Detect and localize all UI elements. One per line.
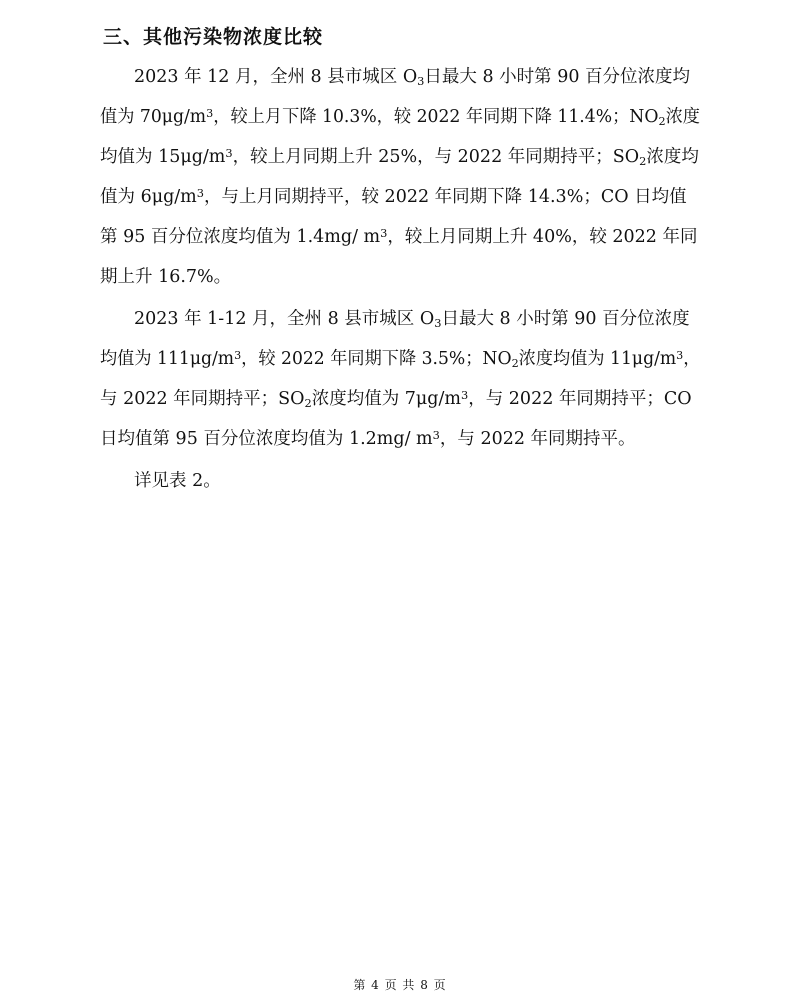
subscript: 3 bbox=[434, 315, 442, 330]
text-run: 详见表 2。 bbox=[134, 471, 221, 491]
subscript: 2 bbox=[639, 153, 647, 168]
paragraph-2-line-3 bbox=[100, 388, 692, 410]
text-run: ，较上月同期上升 40%，较 2022 年同 bbox=[387, 227, 698, 247]
text-run: 日最大 8 小时第 90 百分位浓度均 bbox=[424, 67, 691, 87]
text-run: 值为 70μg/m bbox=[100, 107, 207, 127]
paragraph-2-line-2 bbox=[100, 348, 700, 370]
text-run: ，与上月同期持平，较 2022 年同期下降 14.3%；CO 日均值 bbox=[204, 187, 687, 207]
text-run: 浓度 bbox=[665, 107, 701, 127]
text-run: ，较 2022 年同期下降 3.5%；NO bbox=[241, 349, 512, 369]
subscript: 3 bbox=[417, 73, 425, 88]
text-run: 2023 年 12 月，全州 8 县市城区 O bbox=[134, 67, 418, 87]
text-run: 与 2022 年同期持平；SO bbox=[100, 389, 305, 409]
section-heading: 三、其他污染物浓度比较 bbox=[103, 26, 324, 48]
paragraph-2-line-4 bbox=[100, 428, 636, 450]
text-run: 值为 6μg/m bbox=[100, 187, 197, 207]
text-run: ，较上月同期上升 25%，与 2022 年同期持平；SO bbox=[232, 147, 640, 167]
text-run: 均值为 111μg/m bbox=[100, 349, 235, 369]
text-run: 浓度均值为 11μg/m bbox=[518, 349, 677, 369]
paragraph-1-line-3 bbox=[100, 146, 699, 168]
subscript: 2 bbox=[511, 355, 519, 370]
superscript: 3 bbox=[432, 427, 440, 442]
paragraph-1-line-1 bbox=[134, 66, 690, 88]
text-run: ，较上月下降 10.3%，较 2022 年同期下降 11.4%；NO bbox=[213, 107, 659, 127]
text-run: 2023 年 1-12 月，全州 8 县市城区 O bbox=[134, 309, 435, 329]
text-run: ，与 2022 年同期持平。 bbox=[439, 429, 636, 449]
paragraph-1-line-4 bbox=[100, 186, 687, 208]
superscript: 3 bbox=[234, 347, 242, 362]
superscript: 3 bbox=[461, 387, 469, 402]
page-footer: 第 4 页 共 8 页 bbox=[353, 978, 447, 992]
paragraph-2-line-1 bbox=[134, 308, 690, 330]
text-run: 均值为 15μg/m bbox=[100, 147, 226, 167]
superscript: 3 bbox=[206, 105, 214, 120]
text-run: ， bbox=[683, 349, 701, 369]
subscript: 2 bbox=[658, 113, 666, 128]
superscript: 3 bbox=[676, 347, 684, 362]
superscript: 3 bbox=[196, 185, 204, 200]
text-run: ，与 2022 年同期持平；CO bbox=[468, 389, 692, 409]
paragraph-1-line-2 bbox=[100, 106, 700, 128]
text-run: 日均值第 95 百分位浓度均值为 1.2mg/ m bbox=[100, 429, 433, 449]
text-run: 浓度均 bbox=[646, 147, 699, 167]
superscript: 3 bbox=[380, 225, 388, 240]
paragraph-1-line-5 bbox=[100, 226, 698, 248]
paragraph-1-line-6 bbox=[100, 266, 231, 288]
text-run: 期上升 16.7%。 bbox=[100, 267, 232, 287]
text-run: 第 95 百分位浓度均值为 1.4mg/ m bbox=[100, 227, 381, 247]
text-run: 浓度均值为 7μg/m bbox=[311, 389, 461, 409]
superscript: 3 bbox=[225, 145, 233, 160]
text-run: 日最大 8 小时第 90 百分位浓度 bbox=[441, 309, 690, 329]
paragraph-3 bbox=[134, 470, 221, 492]
subscript: 2 bbox=[304, 395, 312, 410]
